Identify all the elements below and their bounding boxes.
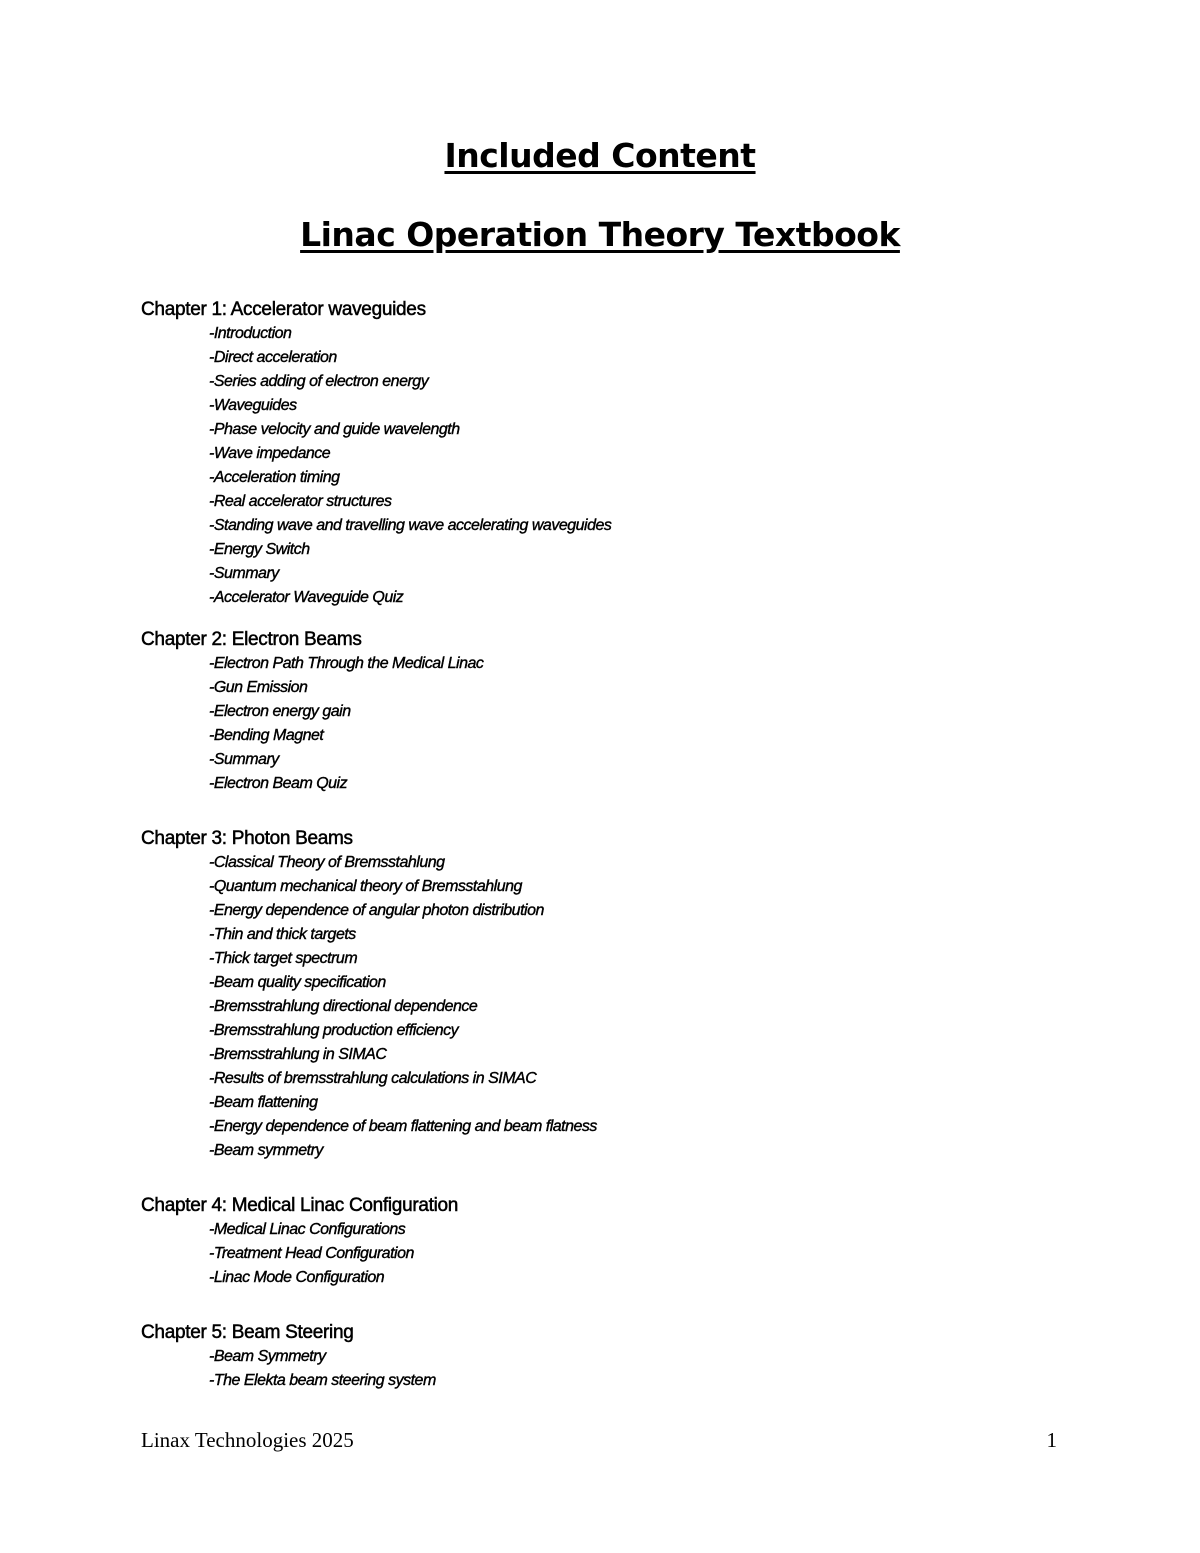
topic-item: -Quantum mechanical theory of Bremsstahlung: [209, 878, 522, 895]
topic-item: -Series adding of electron energy: [209, 373, 429, 390]
chapter-heading: Chapter 5: Beam Steering: [141, 1322, 354, 1343]
topic-item: -Energy Switch: [209, 541, 310, 558]
topic-item: -Waveguides: [209, 397, 297, 414]
topic-item: -The Elekta beam steering system: [209, 1372, 436, 1389]
page-number: 1: [1046, 1428, 1057, 1452]
topic-item: -Electron Path Through the Medical Linac: [209, 655, 484, 672]
topic-item: -Bremsstrahlung directional dependence: [209, 998, 478, 1015]
topic-item: -Introduction: [209, 325, 292, 342]
chapter-2: [141, 628, 1121, 796]
chapter-3: [141, 827, 1121, 1163]
topic-item: -Energy dependence of beam flattening and beam flatness: [209, 1118, 597, 1135]
topic-item: -Energy dependence of angular photon distribution: [209, 902, 544, 919]
chapter-5: [141, 1321, 1121, 1393]
topic-item: -Acceleration timing: [209, 469, 340, 486]
topic-item: -Bremsstrahlung production efficiency: [209, 1022, 459, 1039]
topic-item: -Bremsstrahlung in SIMAC: [209, 1046, 387, 1063]
page-title: Included Content: [444, 136, 756, 175]
topic-item: -Beam quality specification: [209, 974, 386, 991]
topic-list: [141, 322, 1121, 610]
topic-item: -Accelerator Waveguide Quiz: [209, 589, 404, 606]
chapter-heading: Chapter 1: Accelerator waveguides: [141, 299, 426, 320]
topic-item: -Beam flattening: [209, 1094, 318, 1111]
topic-item: -Beam Symmetry: [209, 1348, 326, 1365]
topic-item: -Real accelerator structures: [209, 493, 392, 510]
topic-list: [141, 851, 1121, 1163]
topic-item: -Standing wave and travelling wave accelerating waveguides: [209, 517, 612, 534]
topic-list: [141, 1345, 1121, 1393]
topic-item: -Electron energy gain: [209, 703, 351, 720]
topic-item: -Results of bremsstrahlung calculations in SIMAC: [209, 1070, 537, 1087]
topic-item: -Thick target spectrum: [209, 950, 358, 967]
topic-item: -Wave impedance: [209, 445, 331, 462]
chapter-4: [141, 1194, 1121, 1290]
topic-list: [141, 652, 1121, 796]
table-of-contents: [141, 298, 1121, 1393]
topic-item: -Treatment Head Configuration: [209, 1245, 414, 1262]
topic-item: -Beam symmetry: [209, 1142, 323, 1159]
footer-company: Linax Technologies 2025: [141, 1428, 354, 1452]
chapter-heading: Chapter 2: Electron Beams: [141, 629, 362, 650]
chapter-heading: Chapter 4: Medical Linac Configuration: [141, 1195, 459, 1216]
topic-item: -Summary: [209, 751, 279, 768]
book-title: Linac Operation Theory Textbook: [300, 215, 900, 254]
topic-item: -Gun Emission: [209, 679, 308, 696]
topic-item: -Medical Linac Configurations: [209, 1221, 406, 1238]
topic-item: -Electron Beam Quiz: [209, 775, 348, 792]
topic-item: -Linac Mode Configuration: [209, 1269, 385, 1286]
chapter-1: [141, 298, 1121, 610]
topic-list: [141, 1218, 1121, 1290]
topic-item: -Direct acceleration: [209, 349, 337, 366]
topic-item: -Classical Theory of Bremsstahlung: [209, 854, 445, 871]
topic-item: -Thin and thick targets: [209, 926, 356, 943]
topic-item: -Bending Magnet: [209, 727, 324, 744]
topic-item: -Phase velocity and guide wavelength: [209, 421, 460, 438]
chapter-heading: Chapter 3: Photon Beams: [141, 828, 353, 849]
topic-item: -Summary: [209, 565, 279, 582]
